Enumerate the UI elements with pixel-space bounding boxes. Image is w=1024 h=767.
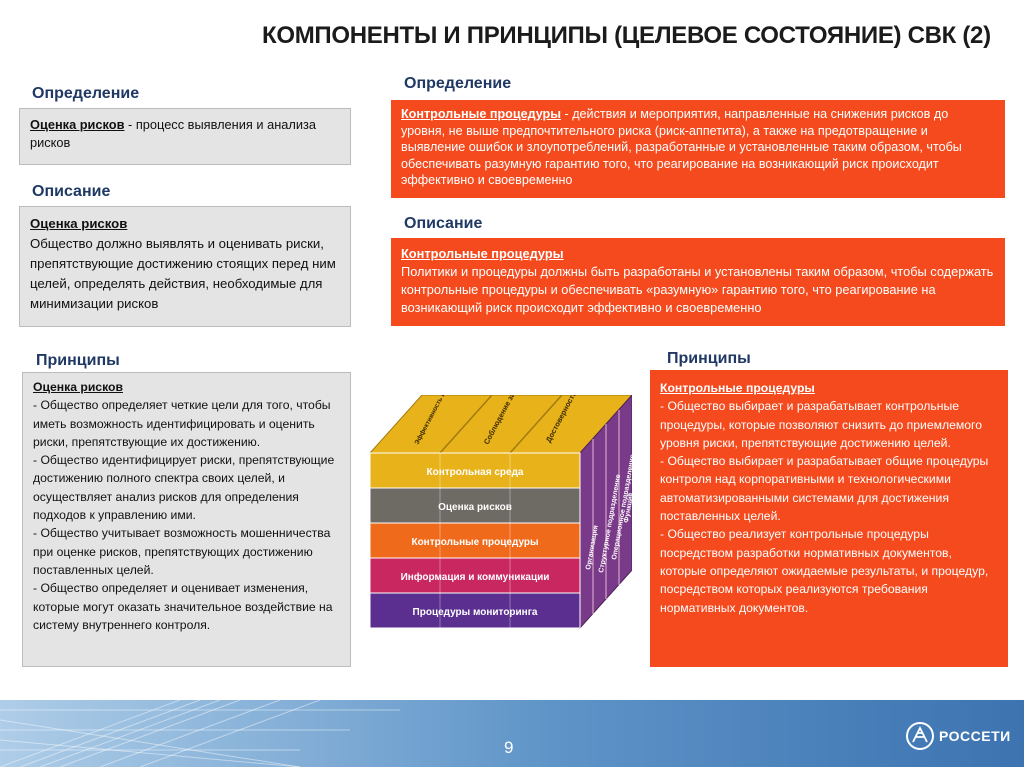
right-definition-heading: Определение — [404, 75, 512, 92]
left-principles-box — [22, 372, 351, 667]
coso-cube-graphic — [370, 395, 632, 630]
left-definition-text: - процесс выявления и анализа рисков — [30, 117, 316, 150]
left-principles-list — [33, 396, 340, 634]
coso-cube — [370, 395, 632, 630]
right-description-heading: Описание — [404, 215, 483, 232]
cube-side-label: Функция — [623, 492, 632, 524]
cube-layer-label: Контрольная среда — [426, 467, 524, 478]
right-definition-box — [391, 100, 1005, 198]
left-description-label: Оценка рисков — [30, 216, 128, 231]
right-description-box — [391, 238, 1005, 326]
rosseti-logo-text: РОССЕТИ — [939, 728, 1011, 744]
right-principles-heading: Принципы — [667, 350, 751, 367]
list-item: - Общество определяет четкие цели для того, чтобы иметь возможность идентифицировать и оценить риски, препятствующие их достижению. — [33, 398, 331, 449]
cube-layer-label: Процедуры мониторинга — [412, 607, 538, 618]
list-item: - Общество учитывает возможность мошенничества при оценке рисков, препятствующих достижению поставленных целей. — [33, 526, 331, 577]
right-description-text: Политики и процедуры должны быть разработаны и установлены таким образом, чтобы содержать контрольные процедуры и обеспечивать «разумную» гарантию того, что реагирование на возникающий риск происходит эффективно и своевременно — [401, 264, 994, 315]
cube-layer-label: Оценка рисков — [438, 502, 512, 513]
left-description-heading: Описание — [32, 183, 111, 200]
right-principles-box — [650, 370, 1008, 667]
list-item: - Общество выбирает и разрабатывает общие процедуры контроля над корпоративными и технологическими автоматизированными системами для достижения поставленных целей. — [660, 454, 989, 524]
right-definition-text: - действия и мероприятия, направленные на снижения рисков до уровня, не выше предпочтительного риска (риск-аппетита), а также на предотвращение и выявление ошибок и злоупотреблений, разработанные и установленные таким образом, чтобы обеспечивать разумную гарантию того, что реагирование на возникающий риск происходит эффективно и своевременно — [401, 107, 962, 187]
list-item: - Общество определяет и оценивает изменения, которые могут оказать значительное воздействие на систему внутреннего контроля. — [33, 581, 333, 632]
left-description-box — [19, 206, 351, 327]
list-item: - Общество выбирает и разрабатывает контрольные процедуры, которые позволяют снизить до приемлемого уровня риски, препятствующие достижению целей. — [660, 399, 982, 450]
right-description-label: Контрольные процедуры — [401, 246, 564, 261]
cube-side-label: Операционное подразделение — [611, 453, 632, 561]
list-item: - Общество реализует контрольные процедуры посредством разработки нормативных документов, которые определяют ожидаемые результаты, и процедур, посредством которых реализуются требования нормативных документов. — [660, 527, 989, 615]
right-definition-label: Контрольные процедуры — [401, 107, 562, 121]
page-number: 9 — [504, 738, 514, 757]
left-definition-box — [19, 108, 351, 165]
right-principles-list — [660, 397, 998, 617]
cube-layer-label: Контрольные процедуры — [411, 537, 539, 548]
page-title: КОМПОНЕНТЫ И ПРИНЦИПЫ (ЦЕЛЕВОЕ СОСТОЯНИЕ) СВК (2) — [262, 22, 991, 49]
left-description-text: Общество должно выявлять и оценивать риски, препятствующие достижению стоящих перед ним целей, определять действия, необходимые для минимизации рисков — [30, 236, 336, 311]
right-principles-label: Контрольные процедуры — [660, 381, 815, 395]
rosseti-logo — [906, 722, 1011, 750]
list-item: - Общество идентифицирует риски, препятствующие достижению полного спектра своих целей, и осуществляет анализ рисков для определения подходов к управлению ими. — [33, 453, 335, 523]
cube-side-label: Организация — [585, 524, 600, 571]
cube-side-label: Структурное подразделение — [598, 473, 623, 574]
footer-banner — [0, 700, 1024, 767]
rosseti-emblem-icon — [906, 722, 934, 750]
cube-layer-label: Информация и коммуникации — [400, 572, 550, 583]
left-principles-heading: Принципы — [36, 352, 120, 369]
left-definition-label: Оценка рисков — [30, 117, 125, 132]
left-principles-label: Оценка рисков — [33, 380, 123, 394]
left-definition-heading: Определение — [32, 85, 140, 102]
